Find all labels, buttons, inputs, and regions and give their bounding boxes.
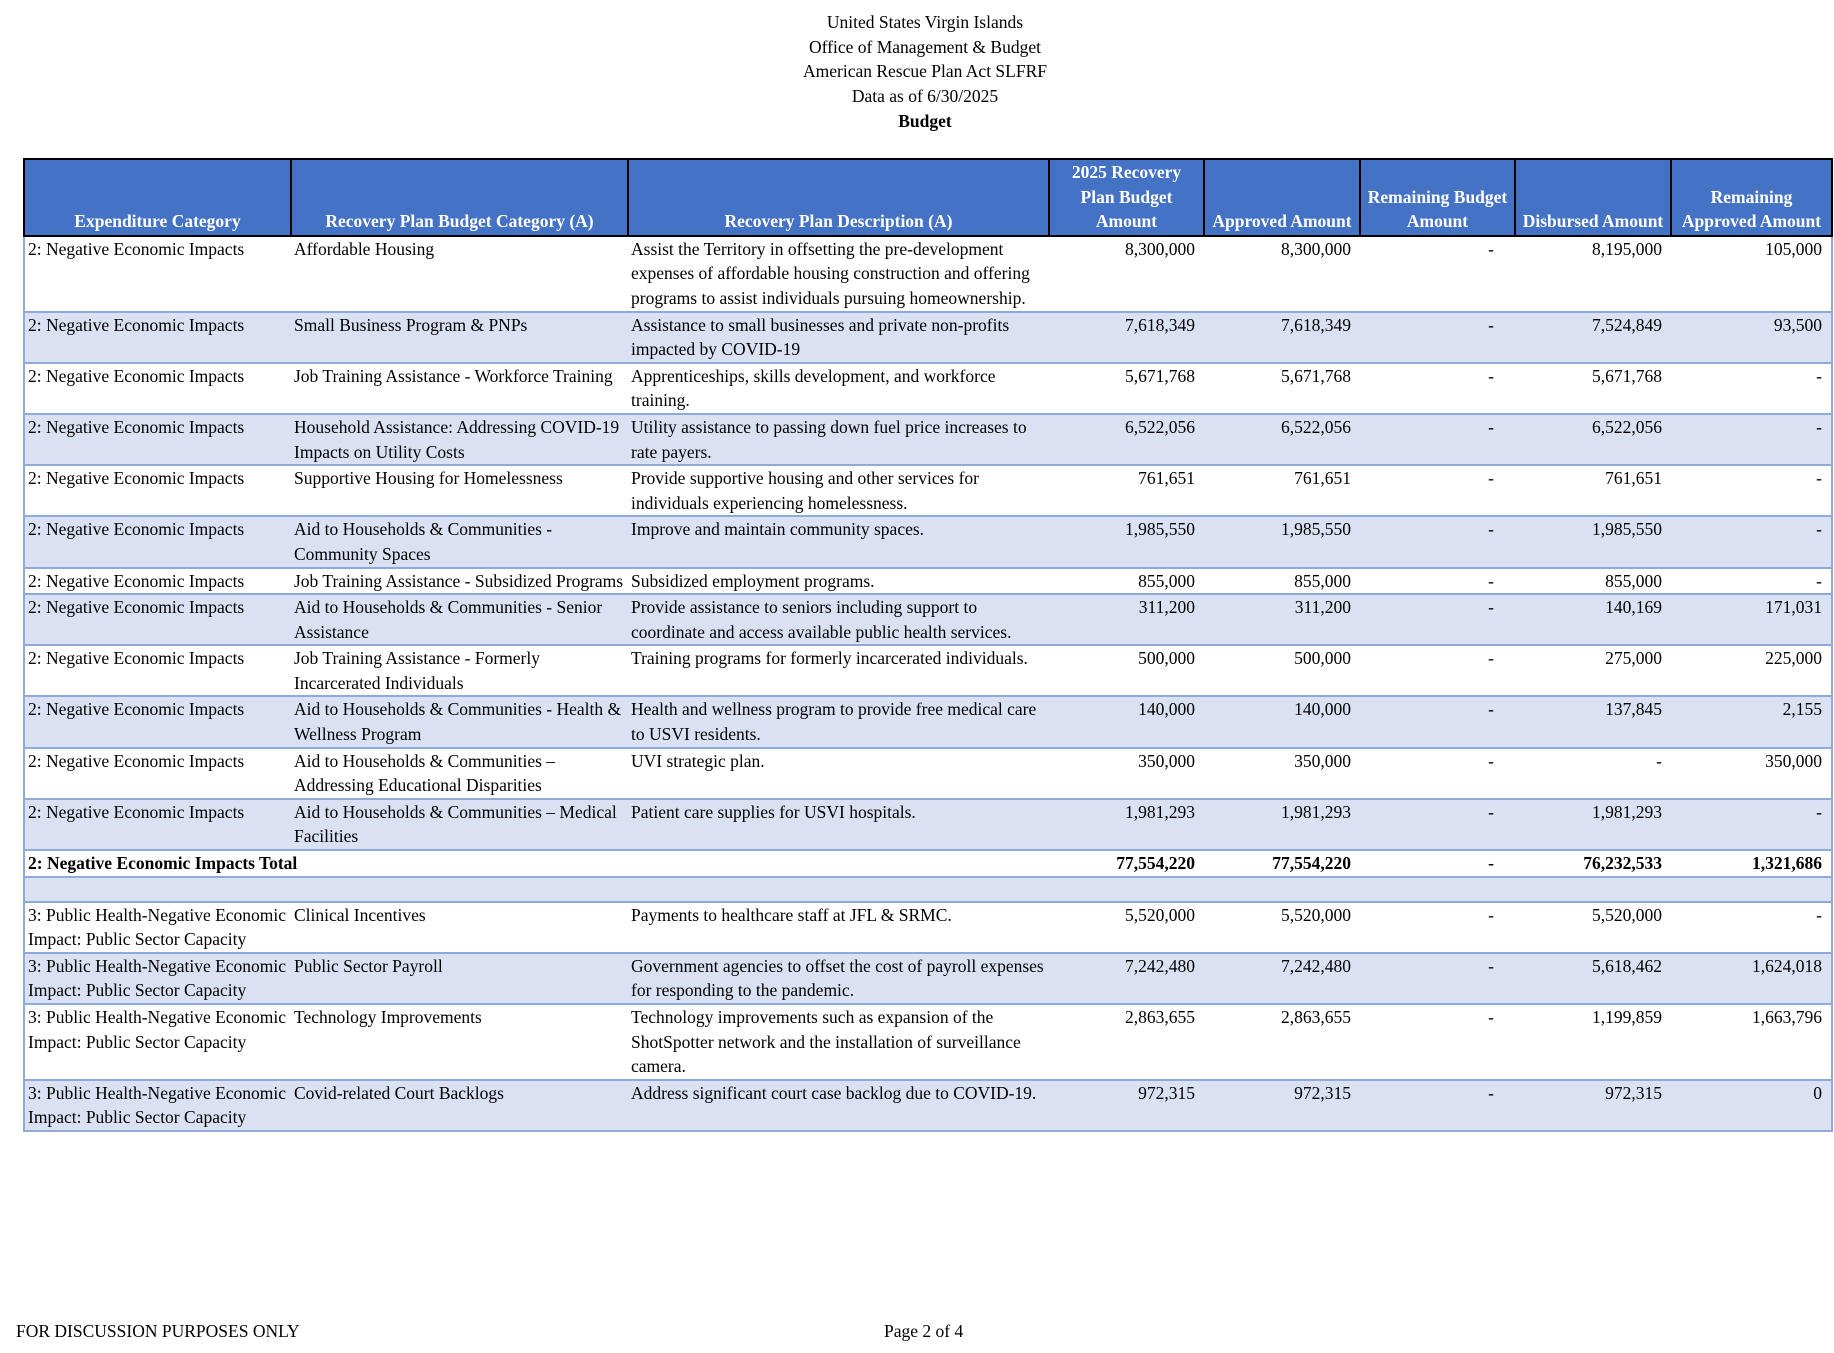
- expenditure-category-cell: 2: Negative Economic Impacts: [24, 516, 291, 567]
- budget-table: [23, 158, 1833, 1132]
- footer-disclaimer: FOR DISCUSSION PURPOSES ONLY: [16, 1321, 300, 1341]
- expenditure-category-cell: 2: Negative Economic Impacts: [24, 748, 291, 799]
- remaining-approved-cell: 0: [1671, 1080, 1832, 1131]
- expenditure-category-cell: 2: Negative Economic Impacts: [24, 594, 291, 645]
- remaining-budget-cell: -: [1360, 1004, 1515, 1080]
- budget-category-cell: Supportive Housing for Homelessness: [291, 465, 628, 516]
- table-row: [24, 696, 1832, 747]
- col-remaining-budget: Remaining Budget Amount: [1360, 159, 1515, 236]
- remaining-approved-cell: 1,624,018: [1671, 953, 1832, 1004]
- expenditure-category-cell: 2: Negative Economic Impacts: [24, 696, 291, 747]
- disbursed-amount-cell: 972,315: [1515, 1080, 1671, 1131]
- budget-category-cell: Job Training Assistance - Formerly Incarcerated Individuals: [291, 645, 628, 696]
- budget-category-cell: Covid-related Court Backlogs: [291, 1080, 628, 1131]
- approved-amount-cell: 7,242,480: [1204, 953, 1360, 1004]
- disbursed-amount-cell: 1,981,293: [1515, 799, 1671, 850]
- description-cell: Assistance to small businesses and private non-profits impacted by COVID-19: [628, 312, 1049, 363]
- table-row: [24, 363, 1832, 414]
- budget-category-cell: Public Sector Payroll: [291, 953, 628, 1004]
- remaining-budget-cell: -: [1360, 414, 1515, 465]
- budget-amount-cell: 311,200: [1049, 594, 1204, 645]
- disbursed-amount-cell: 7,524,849: [1515, 312, 1671, 363]
- remaining-budget-cell: -: [1360, 312, 1515, 363]
- table-row: [24, 312, 1832, 363]
- description-cell: Payments to healthcare staff at JFL & SRMC.: [628, 902, 1049, 953]
- budget-amount-cell: 6,522,056: [1049, 414, 1204, 465]
- remaining-budget-cell: -: [1360, 516, 1515, 567]
- approved-amount-cell: 1,985,550: [1204, 516, 1360, 567]
- total-remaining-budget: -: [1360, 850, 1515, 877]
- disbursed-amount-cell: 8,195,000: [1515, 236, 1671, 312]
- approved-amount-cell: 5,671,768: [1204, 363, 1360, 414]
- description-cell: Training programs for formerly incarcerated individuals.: [628, 645, 1049, 696]
- total-label: 2: Negative Economic Impacts Total: [24, 850, 1049, 877]
- disbursed-amount-cell: 140,169: [1515, 594, 1671, 645]
- description-cell: Subsidized employment programs.: [628, 568, 1049, 595]
- remaining-approved-cell: -: [1671, 465, 1832, 516]
- remaining-budget-cell: -: [1360, 465, 1515, 516]
- table-row: [24, 748, 1832, 799]
- col-approved-amount: Approved Amount: [1204, 159, 1360, 236]
- header-date: Data as of 6/30/2025: [851, 86, 999, 107]
- table-header-row: [24, 159, 1832, 236]
- col-description: Recovery Plan Description (A): [628, 159, 1049, 236]
- total-remaining-approved: 1,321,686: [1671, 850, 1832, 877]
- budget-category-cell: Household Assistance: Addressing COVID-19 Impacts on Utility Costs: [291, 414, 628, 465]
- budget-category-cell: Aid to Households & Communities - Senior Assistance: [291, 594, 628, 645]
- disbursed-amount-cell: 1,985,550: [1515, 516, 1671, 567]
- table-row: [24, 902, 1832, 953]
- total-budget-amount: 77,554,220: [1049, 850, 1204, 877]
- description-cell: Improve and maintain community spaces.: [628, 516, 1049, 567]
- remaining-budget-cell: -: [1360, 748, 1515, 799]
- description-cell: Technology improvements such as expansion of the ShotSpotter network and the installation of surveillance camera.: [628, 1004, 1049, 1080]
- budget-category-cell: Aid to Households & Communities - Community Spaces: [291, 516, 628, 567]
- expenditure-category-cell: 3: Public Health-Negative Economic Impact: Public Sector Capacity: [24, 953, 291, 1004]
- remaining-approved-cell: 225,000: [1671, 645, 1832, 696]
- budget-amount-cell: 5,671,768: [1049, 363, 1204, 414]
- remaining-budget-cell: -: [1360, 236, 1515, 312]
- budget-amount-cell: 761,651: [1049, 465, 1204, 516]
- description-cell: Address significant court case backlog due to COVID-19.: [628, 1080, 1049, 1131]
- description-cell: Patient care supplies for USVI hospitals.: [628, 799, 1049, 850]
- approved-amount-cell: 8,300,000: [1204, 236, 1360, 312]
- budget-category-cell: Technology Improvements: [291, 1004, 628, 1080]
- budget-amount-cell: 2,863,655: [1049, 1004, 1204, 1080]
- approved-amount-cell: 5,520,000: [1204, 902, 1360, 953]
- col-disbursed-amount: Disbursed Amount: [1515, 159, 1671, 236]
- table-row: [24, 594, 1832, 645]
- expenditure-category-cell: 2: Negative Economic Impacts: [24, 363, 291, 414]
- budget-category-cell: Clinical Incentives: [291, 902, 628, 953]
- remaining-approved-cell: 93,500: [1671, 312, 1832, 363]
- spacer-cell: [24, 877, 1832, 902]
- remaining-budget-cell: -: [1360, 645, 1515, 696]
- expenditure-category-cell: 2: Negative Economic Impacts: [24, 568, 291, 595]
- budget-amount-cell: 972,315: [1049, 1080, 1204, 1131]
- budget-category-cell: Job Training Assistance - Workforce Training: [291, 363, 628, 414]
- approved-amount-cell: 350,000: [1204, 748, 1360, 799]
- approved-amount-cell: 500,000: [1204, 645, 1360, 696]
- approved-amount-cell: 855,000: [1204, 568, 1360, 595]
- description-cell: Health and wellness program to provide free medical care to USVI residents.: [628, 696, 1049, 747]
- table-row: [24, 1080, 1832, 1131]
- description-cell: Provide assistance to seniors including support to coordinate and access available public health services.: [628, 594, 1049, 645]
- table-row: [24, 799, 1832, 850]
- remaining-approved-cell: 105,000: [1671, 236, 1832, 312]
- expenditure-category-cell: 2: Negative Economic Impacts: [24, 236, 291, 312]
- table-row: [24, 953, 1832, 1004]
- table-row: [24, 516, 1832, 567]
- total-disbursed-amount: 76,232,533: [1515, 850, 1671, 877]
- remaining-budget-cell: -: [1360, 568, 1515, 595]
- disbursed-amount-cell: 137,845: [1515, 696, 1671, 747]
- budget-category-cell: Aid to Households & Communities – Medical Facilities: [291, 799, 628, 850]
- description-cell: Provide supportive housing and other services for individuals experiencing homelessness.: [628, 465, 1049, 516]
- table-row: [24, 465, 1832, 516]
- total-row: [24, 850, 1832, 877]
- col-expenditure-category: Expenditure Category: [24, 159, 291, 236]
- remaining-approved-cell: -: [1671, 363, 1832, 414]
- remaining-approved-cell: -: [1671, 414, 1832, 465]
- remaining-budget-cell: -: [1360, 594, 1515, 645]
- expenditure-category-cell: 3: Public Health-Negative Economic Impact: Public Sector Capacity: [24, 1080, 291, 1131]
- report-header: [0, 10, 1834, 134]
- budget-category-cell: Aid to Households & Communities - Health & Wellness Program: [291, 696, 628, 747]
- table-body: [24, 236, 1832, 1131]
- approved-amount-cell: 1,981,293: [1204, 799, 1360, 850]
- disbursed-amount-cell: 5,671,768: [1515, 363, 1671, 414]
- description-cell: Utility assistance to passing down fuel price increases to rate payers.: [628, 414, 1049, 465]
- remaining-budget-cell: -: [1360, 696, 1515, 747]
- col-budget-amount: 2025 Recovery Plan Budget Amount: [1049, 159, 1204, 236]
- budget-amount-cell: 350,000: [1049, 748, 1204, 799]
- description-cell: UVI strategic plan.: [628, 748, 1049, 799]
- budget-category-cell: Affordable Housing: [291, 236, 628, 312]
- approved-amount-cell: 6,522,056: [1204, 414, 1360, 465]
- remaining-approved-cell: 350,000: [1671, 748, 1832, 799]
- disbursed-amount-cell: 6,522,056: [1515, 414, 1671, 465]
- remaining-approved-cell: -: [1671, 516, 1832, 567]
- disbursed-amount-cell: 5,618,462: [1515, 953, 1671, 1004]
- budget-amount-cell: 500,000: [1049, 645, 1204, 696]
- remaining-approved-cell: -: [1671, 799, 1832, 850]
- description-cell: Government agencies to offset the cost of payroll expenses for responding to the pandemic.: [628, 953, 1049, 1004]
- remaining-approved-cell: -: [1671, 902, 1832, 953]
- expenditure-category-cell: 2: Negative Economic Impacts: [24, 465, 291, 516]
- header-title: Budget: [898, 110, 952, 131]
- col-budget-category: Recovery Plan Budget Category (A): [291, 159, 628, 236]
- expenditure-category-cell: 2: Negative Economic Impacts: [24, 312, 291, 363]
- disbursed-amount-cell: 761,651: [1515, 465, 1671, 516]
- expenditure-category-cell: 2: Negative Economic Impacts: [24, 799, 291, 850]
- approved-amount-cell: 140,000: [1204, 696, 1360, 747]
- table-row: [24, 645, 1832, 696]
- table-row: [24, 568, 1832, 595]
- budget-category-cell: Small Business Program & PNPs: [291, 312, 628, 363]
- remaining-budget-cell: -: [1360, 799, 1515, 850]
- approved-amount-cell: 7,618,349: [1204, 312, 1360, 363]
- disbursed-amount-cell: 855,000: [1515, 568, 1671, 595]
- approved-amount-cell: 311,200: [1204, 594, 1360, 645]
- disbursed-amount-cell: 5,520,000: [1515, 902, 1671, 953]
- remaining-budget-cell: -: [1360, 953, 1515, 1004]
- remaining-approved-cell: 1,663,796: [1671, 1004, 1832, 1080]
- budget-amount-cell: 1,981,293: [1049, 799, 1204, 850]
- budget-amount-cell: 855,000: [1049, 568, 1204, 595]
- budget-amount-cell: 7,242,480: [1049, 953, 1204, 1004]
- expenditure-category-cell: 3: Public Health-Negative Economic Impact: Public Sector Capacity: [24, 1004, 291, 1080]
- header-office: Office of Management & Budget: [809, 36, 1041, 57]
- total-approved-amount: 77,554,220: [1204, 850, 1360, 877]
- expenditure-category-cell: 2: Negative Economic Impacts: [24, 414, 291, 465]
- budget-category-cell: Aid to Households & Communities – Addressing Educational Disparities: [291, 748, 628, 799]
- table-row: [24, 1004, 1832, 1080]
- header-org: United States Virgin Islands: [826, 12, 1024, 32]
- budget-amount-cell: 140,000: [1049, 696, 1204, 747]
- budget-category-cell: Job Training Assistance - Subsidized Programs: [291, 568, 628, 595]
- budget-amount-cell: 7,618,349: [1049, 312, 1204, 363]
- expenditure-category-cell: 2: Negative Economic Impacts: [24, 645, 291, 696]
- approved-amount-cell: 761,651: [1204, 465, 1360, 516]
- budget-amount-cell: 1,985,550: [1049, 516, 1204, 567]
- disbursed-amount-cell: 275,000: [1515, 645, 1671, 696]
- approved-amount-cell: 972,315: [1204, 1080, 1360, 1131]
- remaining-budget-cell: -: [1360, 363, 1515, 414]
- expenditure-category-cell: 3: Public Health-Negative Economic Impact: Public Sector Capacity: [24, 902, 291, 953]
- budget-amount-cell: 8,300,000: [1049, 236, 1204, 312]
- table-row: [24, 414, 1832, 465]
- remaining-approved-cell: 171,031: [1671, 594, 1832, 645]
- remaining-budget-cell: -: [1360, 1080, 1515, 1131]
- spacer-row: [24, 877, 1832, 902]
- footer-page-number: Page 2 of 4: [884, 1321, 964, 1341]
- header-program: American Rescue Plan Act SLFRF: [802, 61, 1047, 82]
- description-cell: Assist the Territory in offsetting the pre-development expenses of affordable housing construction and offering programs to assist individuals pursuing homeownership.: [628, 236, 1049, 312]
- budget-amount-cell: 5,520,000: [1049, 902, 1204, 953]
- col-remaining-approved: Remaining Approved Amount: [1671, 159, 1832, 236]
- table-row: [24, 236, 1832, 312]
- remaining-approved-cell: -: [1671, 568, 1832, 595]
- disbursed-amount-cell: -: [1515, 748, 1671, 799]
- remaining-approved-cell: 2,155: [1671, 696, 1832, 747]
- description-cell: Apprenticeships, skills development, and workforce training.: [628, 363, 1049, 414]
- disbursed-amount-cell: 1,199,859: [1515, 1004, 1671, 1080]
- approved-amount-cell: 2,863,655: [1204, 1004, 1360, 1080]
- remaining-budget-cell: -: [1360, 902, 1515, 953]
